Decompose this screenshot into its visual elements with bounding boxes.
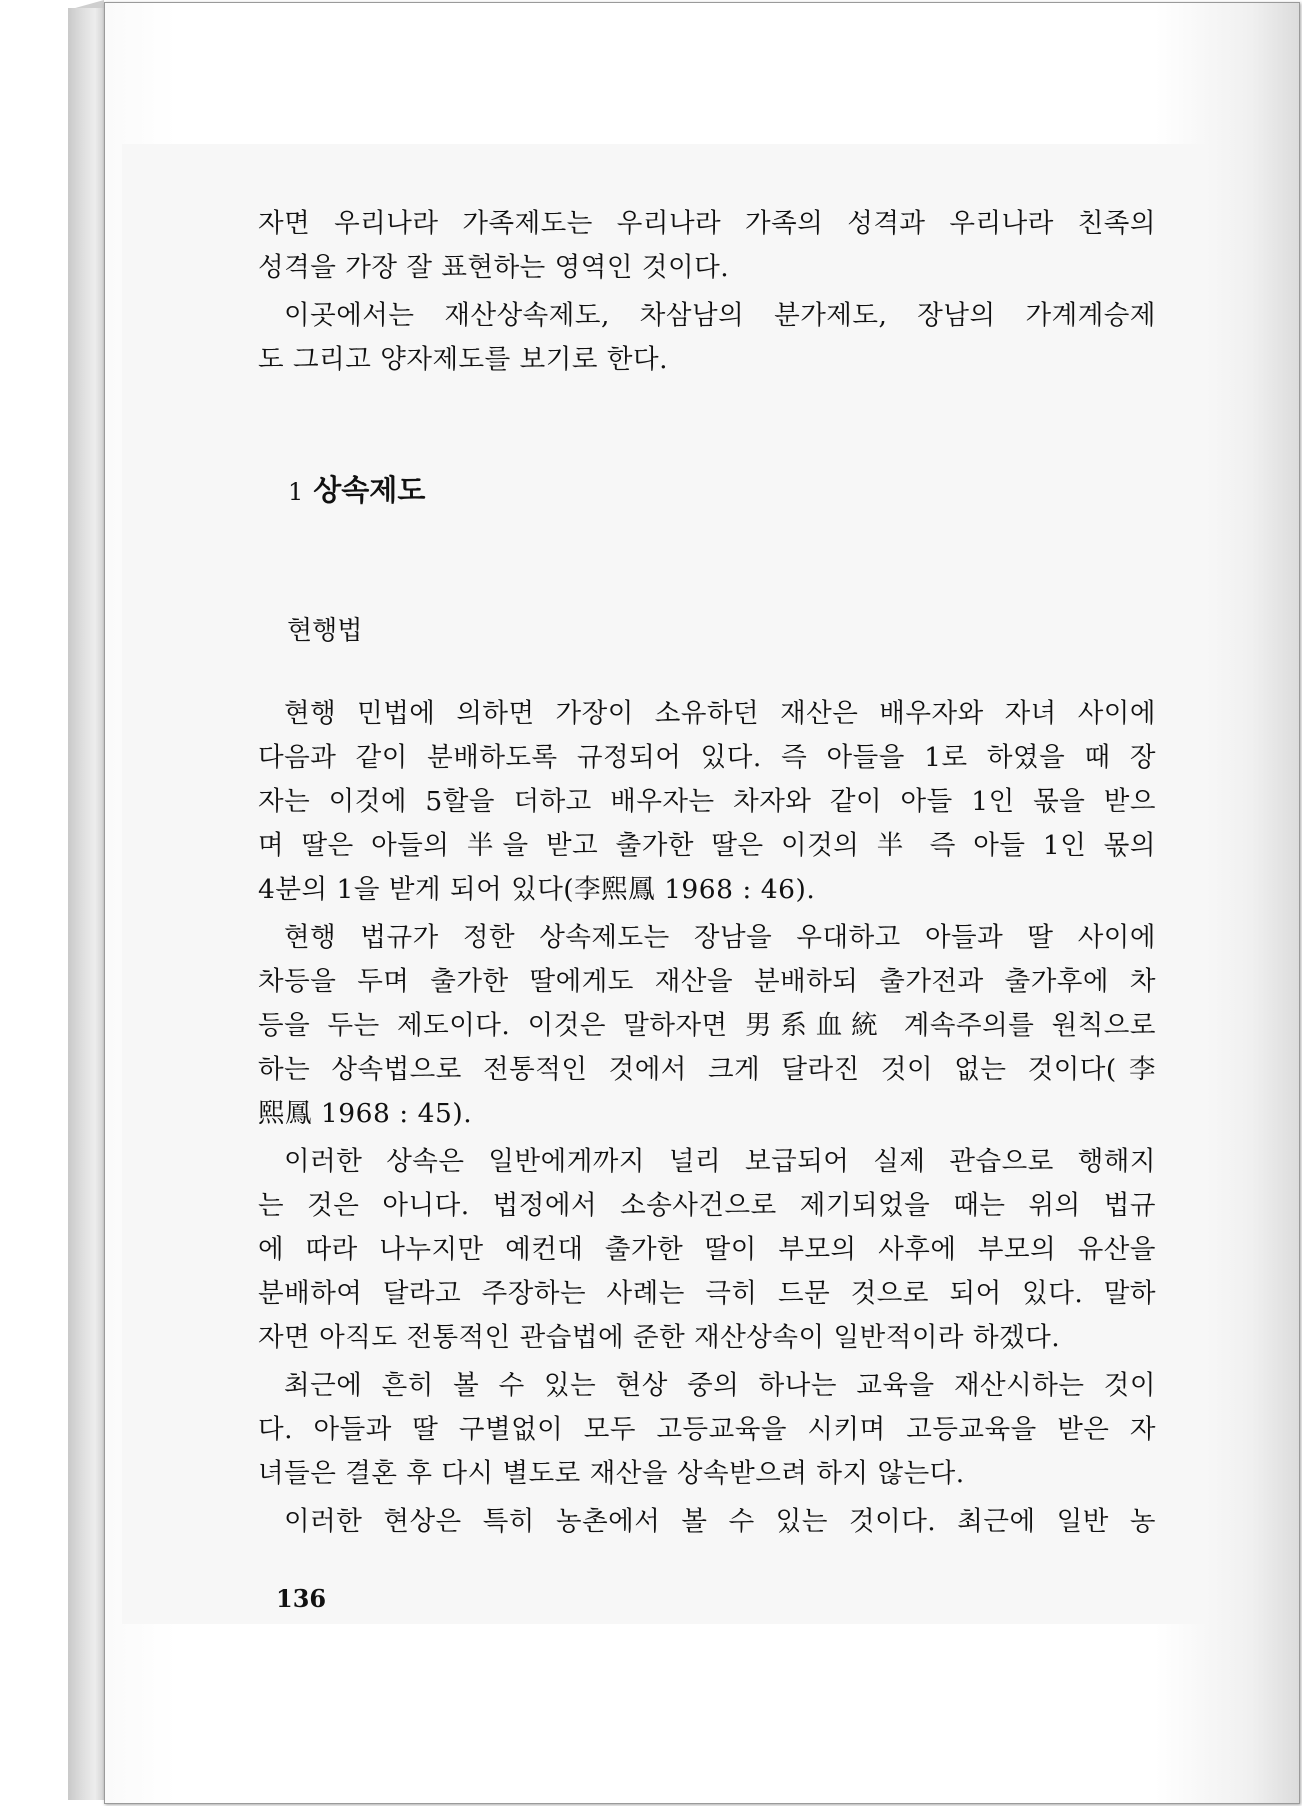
text-line: 하는 상속법으로 전통적인 것에서 크게 달라진 것이 없는 것이다(李 — [258, 1054, 1156, 1085]
book-spine — [68, 8, 104, 1800]
text-line: 자면 아직도 전통적인 관습법에 준한 재산상속이 일반적이라 하겠다. — [258, 1322, 1061, 1353]
text-line: 熙鳳 1968 : 45). — [258, 1098, 473, 1129]
text-line: 녀들은 결혼 후 다시 별도로 재산을 상속받으려 하지 않는다. — [258, 1458, 965, 1489]
text-line: 이곳에서는 재산상속제도, 차삼남의 분가제도, 장남의 가계계승제 — [284, 300, 1156, 331]
text-line: 4분의 1을 받게 되어 있다(李熙鳳 1968 : 46). — [258, 874, 816, 905]
text-line: 등을 두는 제도이다. 이것은 말하자면 男系血統 계속주의를 원칙으로 — [258, 1010, 1156, 1041]
text-line: 는 것은 아니다. 법정에서 소송사건으로 제기되었을 때는 위의 법규 — [258, 1190, 1156, 1221]
text-line: 도 그리고 양자제도를 보기로 한다. — [258, 344, 669, 375]
body-text — [258, 692, 1156, 1572]
text-line: 현행 법규가 정한 상속제도는 장남을 우대하고 아들과 딸 사이에 — [284, 922, 1156, 953]
text-line: 최근에 흔히 볼 수 있는 현상 중의 하나는 교육을 재산시하는 것이 — [284, 1370, 1156, 1401]
subsection-heading: 현행법 — [287, 616, 363, 646]
text-line: 며 딸은 아들의 半을 받고 출가한 딸은 이것의 半 즉 아들 1인 몫의 — [258, 830, 1156, 861]
text-line: 다. 아들과 딸 구별없이 모두 고등교육을 시키며 고등교육을 받은 자 — [258, 1414, 1156, 1445]
text-line: 에 따라 나누지만 예컨대 출가한 딸이 부모의 사후에 부모의 유산을 — [258, 1234, 1156, 1265]
section-number: 1 — [288, 478, 304, 506]
text-line: 자면 우리나라 가족제도는 우리나라 가족의 성격과 우리나라 친족의 — [258, 208, 1156, 239]
section-title: 상속제도 — [313, 473, 426, 507]
text-line: 이러한 상속은 일반에게까지 널리 보급되어 실제 관습으로 행해지 — [284, 1146, 1156, 1177]
text-line: 현행 민법에 의하면 가장이 소유하던 재산은 배우자와 자녀 사이에 — [284, 698, 1156, 729]
intro-text — [258, 202, 1156, 382]
text-line: 이러한 현상은 특히 농촌에서 볼 수 있는 것이다. 최근에 일반 농 — [284, 1506, 1156, 1537]
text-line: 분배하여 달라고 주장하는 사례는 극히 드문 것으로 되어 있다. 말하 — [258, 1278, 1156, 1309]
text-line: 자는 이것에 5할을 더하고 배우자는 차자와 같이 아들 1인 몫을 받으 — [258, 786, 1156, 817]
text-line: 성격을 가장 잘 표현하는 영역인 것이다. — [258, 252, 730, 283]
section-heading — [288, 468, 425, 509]
page-number: 136 — [276, 1584, 327, 1613]
text-line: 다음과 같이 분배하도록 규정되어 있다. 즉 아들을 1로 하였을 때 장 — [258, 742, 1156, 773]
text-line: 차등을 두며 출가한 딸에게도 재산을 분배하되 출가전과 출가후에 차 — [258, 966, 1156, 997]
